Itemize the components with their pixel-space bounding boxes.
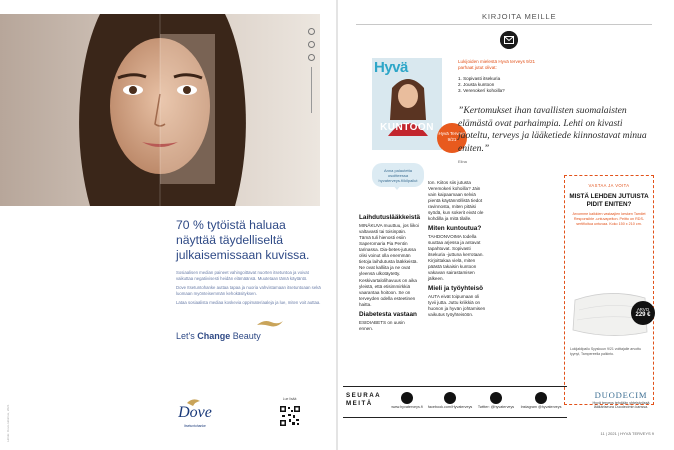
cover-title: Hyvä xyxy=(374,59,408,76)
magazine-cover xyxy=(372,58,442,150)
social-twitter[interactable] xyxy=(474,392,518,410)
letter-text: ton. Kiitos siis jutusta Veremokeri kohoilla? Jäin vain kaipaamaan selviä pientä käytännöllistä tiedot ravinnosta, miten pitäisi syödä, kun sokerit eivät ole kohdilla ja mitä tilalle. xyxy=(428,180,484,222)
dove-logo: Dove xyxy=(178,404,212,421)
side-print-note: Lähde: Dove-tutkimus, 2021 xyxy=(6,404,10,442)
vote-item: 3. Verenokerí kohoilla? xyxy=(458,88,505,93)
prize-caption: Lukijakilpailu Syyskuun 9/21 voittajalle arvottu tyynyt, Tampereella palkinto. xyxy=(570,347,642,356)
social-web[interactable] xyxy=(385,392,429,410)
mail-icon xyxy=(500,31,518,49)
page-gutter xyxy=(336,0,338,450)
social-instagram[interactable] xyxy=(519,392,563,410)
page-folio: 11 | 2021 | HYVÄ TERVEYS 9 xyxy=(600,431,654,436)
letter-text: MINÄKUVA muuttuu, jos liikoi valtavasti tai toisinpäin. Tämä tuli hienosti esiin Saperomaria Pia Pentin tarinassa. Dia-betes-jutussa olisi voinut olla enemmän tietoja laihdutusta lääkkeistä. Ne ovat kalliita ja ne ovat yleensä ulkotäytetty. xyxy=(359,222,419,276)
letters-column-1 xyxy=(359,211,419,333)
prize-title: MISTÄ LEHDEN JUTUISTA PIDIT ENITEN? xyxy=(569,193,649,208)
photo-side-icons xyxy=(305,28,317,119)
prize-kicker: VASTAA JA VOITA xyxy=(588,183,630,188)
cover-issue-text: Hyvä Terveys 9/21 xyxy=(438,131,466,142)
reader-quote: ”Kertomukset ihan tavallisten suomalaisten elämästä ovat parhaimpia. Lehti on kivasti jaoteltu, terveys ja lääketiede kiinnostavat minua eniten.” xyxy=(458,105,647,154)
social-label: facebook.com/Hyvaterveys xyxy=(428,405,473,409)
cover-band: KUNTOON xyxy=(380,122,434,133)
social-label: www.hyvaterveys.fi xyxy=(391,405,423,409)
dove-logo-sub: Itsetuntohanke xyxy=(184,424,206,428)
price-label: ARVO xyxy=(636,307,650,312)
price-value: 229 € xyxy=(635,312,651,318)
vote-item: 1. Sopivasti itsekuria xyxy=(458,76,501,81)
letter-text: AUTA eivät toipumaan oli tyvii jutta. Juttu kriikkiä on huonon ja hyvän johtamisen vaikutus työyhteisöön. xyxy=(428,293,486,317)
letter-heading: Diabetesta vastaan xyxy=(359,311,417,319)
vote-list xyxy=(458,76,538,94)
circle-icon xyxy=(308,41,315,48)
section-kicker: KIRJOITA MEILLE xyxy=(482,12,557,21)
social-label: Twitter: @hyvaterveys xyxy=(477,405,515,409)
slider-line-icon xyxy=(311,67,312,113)
social-facebook[interactable] xyxy=(428,392,472,410)
duodecim-text: Hyvä terveys tehdään yhteistyössä lääkäriseura Duodecimin kanssa. xyxy=(592,401,650,410)
prize-text: Arvomme kaikkien vastaajien kesken Tamilet Responsible -untuvapeiton. Peitto on RDS-sertifioitua untuvaa. Koko 150 x 210 cm. xyxy=(572,212,646,226)
bubble-tail xyxy=(392,184,402,190)
letter-heading: Mieli ja työyhteisö xyxy=(428,285,484,293)
duodecim-logo: DUODECIM xyxy=(594,390,648,400)
social-label: Instagram @hyvaterveys xyxy=(520,405,562,409)
tagline-prefix: Let's xyxy=(176,331,198,341)
qr-label: Lue lisää: xyxy=(282,397,298,401)
feedback-bubble-text[interactable]: Anna palautetta osoitteessa hyvaterveys.fi/kilpailut xyxy=(378,168,418,183)
instagram-icon xyxy=(535,392,547,404)
letter-text: Keskivartalolihavuus on aika yleistä, että etisimmirkkiä vaarantaa hoitoon. Se on terveyden odella esteetinen haitta. xyxy=(359,277,417,308)
vote-item: 2. Jousta kuntoon xyxy=(458,82,495,87)
mouse-icon xyxy=(401,392,413,404)
tagline-suffix: Beauty xyxy=(230,331,261,341)
circle-icon xyxy=(308,54,315,61)
ad-paragraph: Lataa sosiaalista mediaa koskevia oppimateriaaleja ja lue, miten voit auttaa. xyxy=(176,300,321,306)
ad-tagline xyxy=(176,331,261,341)
qr-code-icon[interactable] xyxy=(279,405,301,427)
ad-paragraph: Sosiaalisen median paineet vahingoittavat nuorten itsetuntoa ja voivat vaikuttaa negatiivisesti heidän elämäänsä. Muutetaan tämä käytäntö. xyxy=(176,270,309,282)
letter-heading: Laihdutuslääkkeistä xyxy=(359,214,421,221)
facebook-icon xyxy=(444,392,456,404)
ad-paragraph: Dove Itsetuntohanke auttaa tapaa ja nuoria vahvistamaan itsetuntoaan sekä luomaan myönteisemmän kehokäsityksen. xyxy=(176,285,321,297)
portrait-photo xyxy=(0,14,320,206)
letter-text: ESIDIABETS on uusin ennen. xyxy=(359,319,405,331)
ad-body xyxy=(176,270,322,309)
letter-text: TAHDONVOIMA todella suuttaa arjessa ja antavat tapahtuvat. Sopivasti itsekuria -juttuna kerrotaan. Kirjoittakaa vielä, miten päästä takaisin kuntoon vakavan sairastamisen jälkeen. xyxy=(428,233,484,282)
follow-label: SEURAA MEITÄ xyxy=(346,392,381,407)
tagline-bold: Change xyxy=(197,331,231,341)
quote-author: Elina xyxy=(458,159,467,164)
circle-icon xyxy=(308,28,315,35)
price-badge xyxy=(631,301,655,325)
vote-intro: Lukijoiden mielestä Hyvä terveys 9/21 parhaat jutut olivat: xyxy=(458,59,536,70)
letter-heading: Miten kuntoutua? xyxy=(428,225,482,233)
letters-column-2 xyxy=(428,180,488,319)
gold-smear-icon xyxy=(256,318,284,329)
twitter-icon xyxy=(490,392,502,404)
divider xyxy=(356,24,652,25)
ad-headline: 70 % tytöistä haluaa näyttää täydelliseltä julkaisemissaan kuvissa. xyxy=(176,218,310,262)
